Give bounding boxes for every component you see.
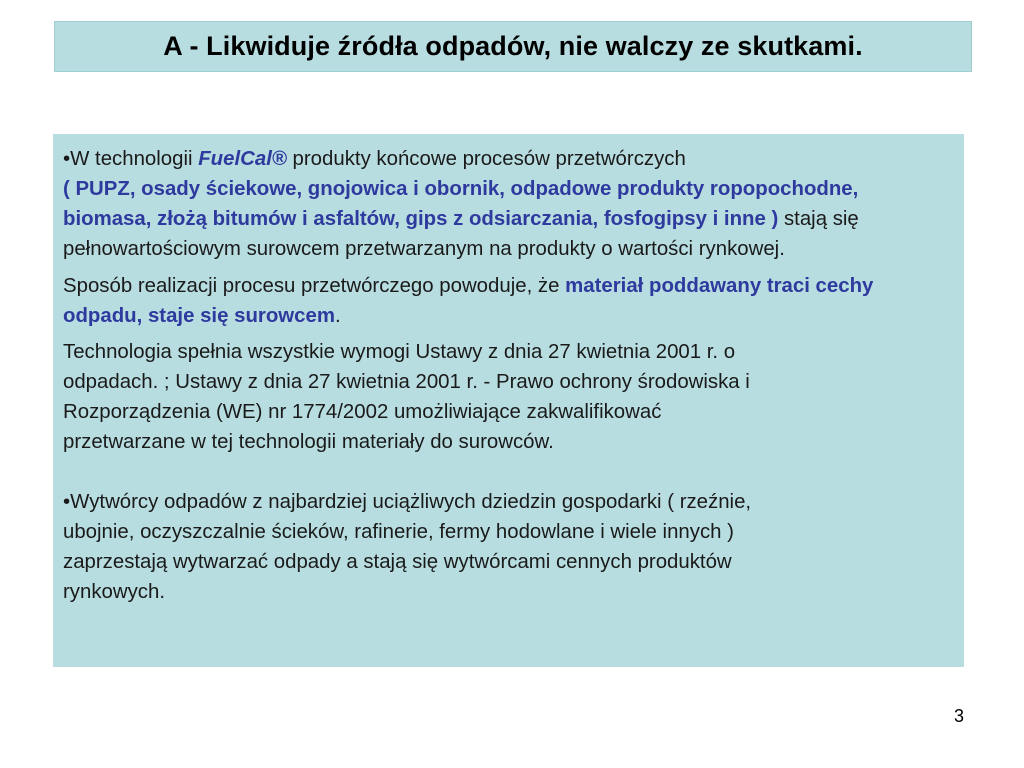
ending-text: stają się pełnowartościowym surowcem przetwarzanym na produkty o wartości rynkowej. bbox=[63, 208, 859, 260]
bullet: • bbox=[63, 491, 71, 513]
process-text: Sposób realizacji procesu przetwórczego powoduje, że bbox=[63, 275, 566, 297]
paragraph-fuelcal bbox=[63, 144, 952, 264]
content-panel bbox=[53, 134, 964, 667]
paragraph-law bbox=[63, 337, 952, 457]
paragraph-producers bbox=[63, 487, 952, 607]
process-end: . bbox=[334, 305, 341, 327]
paragraph-process bbox=[63, 271, 952, 331]
producers-line: rynkowych. bbox=[63, 581, 165, 603]
title-banner bbox=[54, 21, 972, 72]
process-highlight: materiał poddawany traci cechy odpadu, staje się surowcem bbox=[63, 275, 874, 327]
law-line: przetwarzane w tej technologii materiały do surowców. bbox=[63, 431, 554, 453]
producers-line: zaprzestają wytwarzać odpady a stają się wytwórcami cennych produktów bbox=[63, 551, 732, 573]
producers-line: ubojnie, oczyszczalnie ścieków, rafinerie, fermy hodowlane i wiele innych ) bbox=[63, 521, 734, 543]
slide-title: A - Likwiduje źródła odpadów, nie walczy ze skutkami. bbox=[163, 31, 863, 61]
page-number: 3 bbox=[953, 706, 964, 726]
producers-line: Wytwórcy odpadów z najbardziej uciążliwych dziedzin gospodarki ( rzeźnie, bbox=[70, 491, 752, 513]
bullet: • bbox=[63, 148, 71, 170]
law-line: Rozporządzenia (WE) nr 1774/2002 umożliwiające zakwalifikować bbox=[63, 401, 662, 423]
brand-name: FuelCal® bbox=[198, 148, 287, 170]
materials-list: ( PUPZ, osady ściekowe, gnojowica i obornik, odpadowe produkty ropopochodne, biomasa, złożą bitumów i asfaltów, gips z odsiarczania, fosfogipsy i inne ) bbox=[63, 178, 859, 230]
law-line: odpadach. ; Ustawy z dnia 27 kwietnia 2001 r. - Prawo ochrony środowiska i bbox=[63, 371, 750, 393]
after-brand-text: produkty końcowe procesów przetwórczych bbox=[286, 148, 686, 170]
law-line: Technologia spełnia wszystkie wymogi Ustawy z dnia 27 kwietnia 2001 r. o bbox=[63, 341, 736, 363]
intro-text: W technologii bbox=[70, 148, 199, 170]
